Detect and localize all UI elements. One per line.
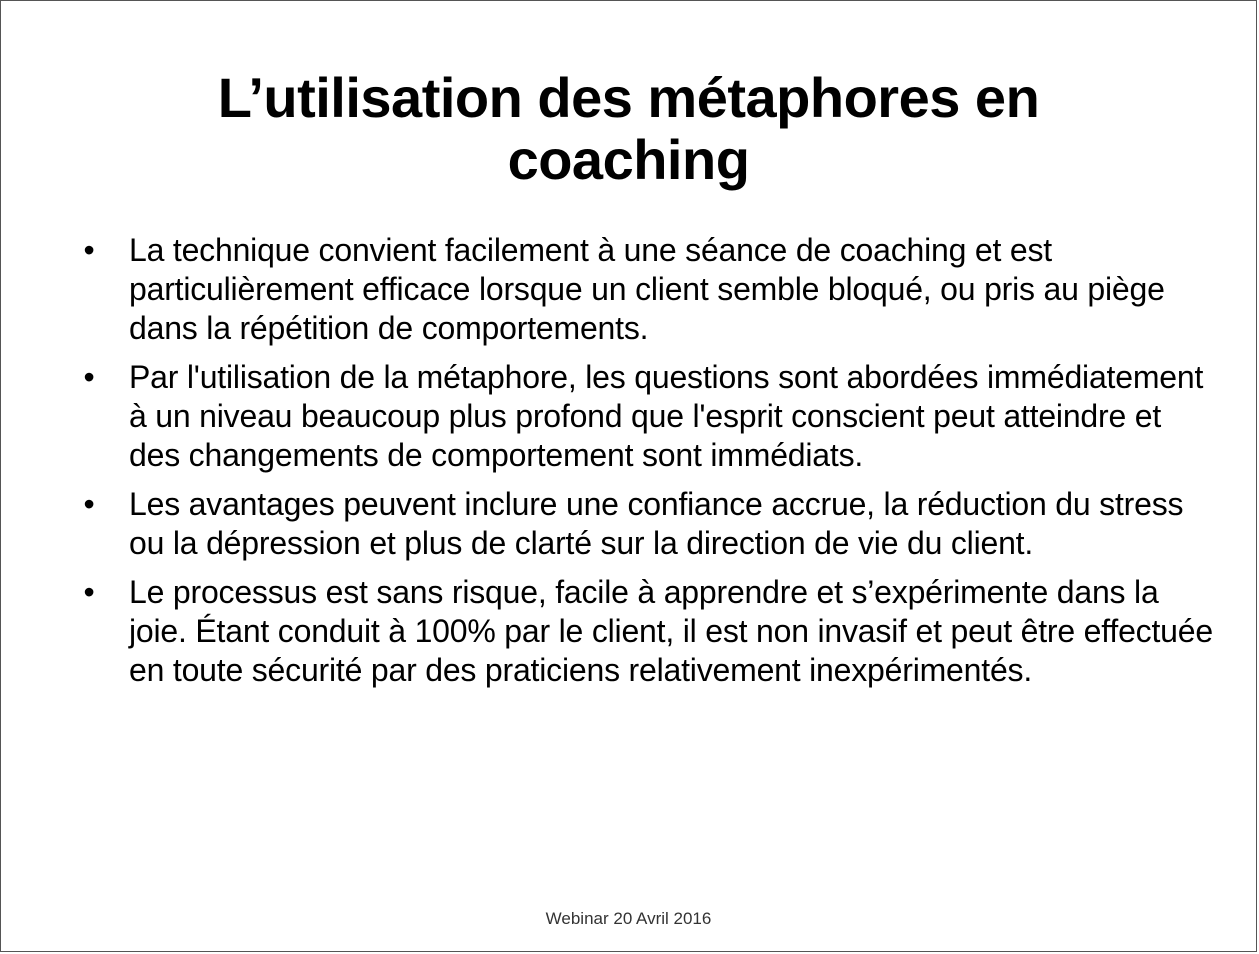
bullet-list [79, 231, 1219, 700]
bullet-text: Par l'utilisation de la métaphore, les questions sont abordées immédiatement à un niveau beaucoup plus profond que l'esprit conscient peut atteindre et des changements de comportement sont immédiats. [129, 359, 1204, 473]
bullet-icon: • [83, 359, 95, 395]
slide-title [1, 67, 1256, 191]
bullet-item-4 [79, 573, 1219, 690]
bullet-item-2 [79, 358, 1219, 475]
slide-footer: Webinar 20 Avril 2016 [545, 909, 712, 928]
bullet-icon: • [83, 232, 95, 268]
bullet-icon: • [83, 486, 95, 522]
bullet-text: La technique convient facilement à une séance de coaching et est particulièrement efficace lorsque un client semble bloqué, ou pris au piège dans la répétition de comportements. [129, 232, 1165, 346]
slide-title-line-2: coaching [507, 127, 750, 191]
bullet-text: Les avantages peuvent inclure une confiance accrue, la réduction du stress ou la dépression et plus de clarté sur la direction de vie du client. [129, 486, 1184, 561]
bullet-text: Le processus est sans risque, facile à apprendre et s’expérimente dans la joie. Étant conduit à 100% par le client, il est non invasif et peut être effectuée en toute sécurité par des praticiens relativement inexpérimentés. [129, 574, 1213, 688]
bullet-item-1 [79, 231, 1219, 348]
bullet-item-3 [79, 485, 1219, 563]
slide-title-line-1: L’utilisation des métaphores en [217, 65, 1040, 129]
bullet-icon: • [83, 574, 95, 610]
